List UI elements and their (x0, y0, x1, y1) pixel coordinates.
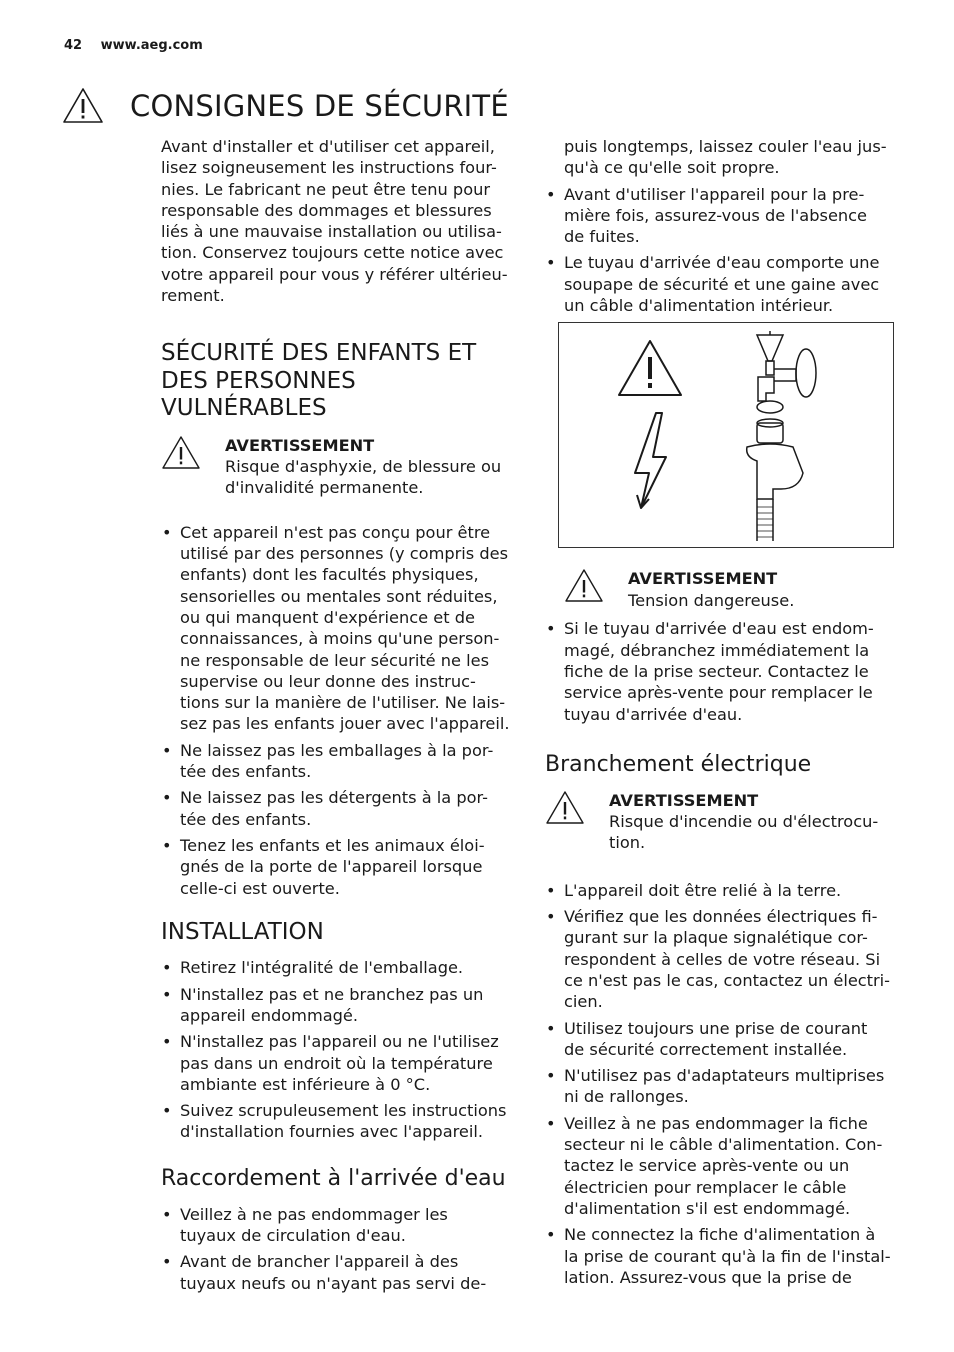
intro-paragraph (161, 136, 516, 306)
list-item (545, 1224, 895, 1288)
intro-line: responsable des dommages et blessures (161, 200, 492, 220)
item-line: • N'installez pas l'appareil ou ne l'utilisez (180, 1032, 499, 1052)
list-item (161, 740, 516, 783)
warning-line: Risque d'asphyxie, de blessure ou (225, 457, 502, 477)
item-line: • Le tuyau d'arrivée d'eau comporte une (564, 253, 880, 273)
item-line: tions sur la manière de l'utiliser. Ne lais- (180, 693, 506, 713)
item-line: d'alimentation s'il est endommagé. (564, 1198, 851, 1218)
heading-line: DES PERSONNES (161, 367, 356, 394)
page-number: 42 (64, 38, 83, 53)
item-line: • Suivez scrupuleusement les instructions (180, 1101, 507, 1121)
item-line: de fuites. (564, 227, 640, 247)
item-line: • Tenez les enfants et les animaux éloi- (180, 835, 485, 855)
item-line: supervise ou leur donne des instruc- (180, 671, 476, 691)
item-line: mière fois, assurez-vous de l'absence (564, 205, 868, 225)
item-line: tuyau d'arrivée d'eau. (564, 704, 743, 724)
warning-title: AVERTISSEMENT (225, 435, 375, 455)
item-line: celle-ci est ouverte. (180, 878, 340, 898)
item-line: de sécurité correctement installée. (564, 1039, 848, 1059)
installation-list (161, 957, 516, 1142)
item-line: un câble d'alimentation intérieur. (564, 296, 834, 316)
item-line: • Ne laissez pas les détergents à la por- (180, 788, 489, 808)
warning-line: Tension dangereuse. (628, 590, 795, 610)
list-item (545, 184, 895, 248)
warning-line: tion. (609, 833, 646, 853)
item-line: • L'appareil doit être relié à la terre. (564, 880, 842, 900)
item-line: secteur ni le câble d'alimentation. Con- (564, 1135, 883, 1155)
item-line: • Ne connectez la fiche d'alimentation à (564, 1225, 876, 1245)
warning-triangle-icon (564, 568, 604, 604)
item-line: la prise de courant qu'à la fin de l'instal- (564, 1246, 891, 1266)
inlet-hose-illustration (559, 323, 893, 547)
item-line: enfants) dont les facultés physiques, (180, 565, 479, 585)
item-line: lation. Assurez-vous que la prise de (564, 1267, 852, 1287)
item-line: sez pas les enfants jouer avec l'appareil. (180, 714, 510, 734)
list-item (161, 1251, 516, 1294)
warning-title: AVERTISSEMENT (628, 569, 778, 589)
children-warning (161, 435, 516, 499)
page-title: CONSIGNES DE SÉCURITÉ (130, 89, 509, 124)
item-line: ou qui manquent d'expérience et de (180, 607, 475, 627)
intro-line: votre appareil pour vous y référer ultérieu- (161, 264, 508, 284)
text-line: qu'à ce qu'elle soit propre. (564, 158, 780, 178)
list-item (545, 252, 895, 316)
item-line: sensorielles ou mentales sont réduites, (180, 586, 498, 606)
intro-line: tion. Conservez toujours cette notice avec (161, 243, 504, 263)
water-connection-list (161, 1204, 516, 1294)
item-line: cien. (564, 992, 603, 1012)
item-line: • Avant de brancher l'appareil à des (180, 1252, 459, 1272)
intro-line: nies. Le fabricant ne peut être tenu pour (161, 179, 491, 199)
item-line: • Si le tuyau d'arrivée d'eau est endom- (564, 619, 874, 639)
damaged-hose-list (545, 618, 895, 724)
item-line: pas dans un endroit où la température (180, 1053, 493, 1073)
item-line: • Vérifiez que les données électriques fi- (564, 907, 878, 927)
children-safety-list (161, 522, 516, 899)
item-line: • Avant d'utiliser l'appareil pour la pre- (564, 184, 865, 204)
page-header (64, 38, 203, 53)
item-line: gurant sur la plaque signalétique cor- (564, 928, 868, 948)
item-line: tuyaux de circulation d'eau. (180, 1225, 406, 1245)
main-title-block (62, 70, 509, 143)
list-item (545, 618, 895, 724)
list-item (545, 880, 895, 901)
list-item (161, 835, 516, 899)
list-item (161, 787, 516, 830)
water-tap-icon (757, 331, 816, 413)
electrical-list (545, 880, 895, 1288)
item-line: utilisé par des personnes (y compris des (180, 544, 509, 564)
item-line: • Ne laissez pas les emballages à la por- (180, 740, 494, 760)
list-item (161, 522, 516, 735)
item-line: service après-vente pour remplacer le (564, 683, 873, 703)
item-line: tuyaux neufs ou n'ayant pas servi de- (180, 1273, 487, 1293)
list-item (545, 1113, 895, 1219)
item-line: connaissances, à moins qu'une person- (180, 629, 500, 649)
item-line: fiche de la prise secteur. Contactez le (564, 661, 869, 681)
item-line: • Retirez l'intégralité de l'emballage. (180, 958, 464, 978)
list-item (545, 1065, 895, 1108)
item-line: tée des enfants. (180, 809, 312, 829)
list-item (545, 906, 895, 1012)
item-line: magé, débranchez immédiatement la (564, 640, 870, 660)
item-line: ce n'est pas le cas, contactez un électri- (564, 970, 891, 990)
item-line: • Utilisez toujours une prise de courant (564, 1018, 868, 1038)
item-line: • N'installez pas et ne branchez pas un (180, 984, 484, 1004)
list-item (161, 1031, 516, 1095)
warning-line: Risque d'incendie ou d'électrocu- (609, 812, 879, 832)
list-item (161, 1100, 516, 1143)
electrical-warning (545, 790, 895, 854)
warning-triangle-icon (619, 341, 681, 395)
item-line: ni de rallonges. (564, 1087, 689, 1107)
water-list-continued (545, 184, 895, 317)
list-item (161, 1204, 516, 1247)
item-line: appareil endommagé. (180, 1005, 359, 1025)
warning-triangle-icon (62, 87, 104, 125)
item-line: ambiante est inférieure à 0 °C. (180, 1074, 431, 1094)
list-item (161, 957, 516, 978)
intro-line: liés à une mauvaise installation ou utilisa- (161, 222, 502, 242)
children-safety-heading (161, 340, 516, 423)
item-line: tée des enfants. (180, 762, 312, 782)
lightning-bolt-icon (635, 413, 666, 508)
item-line: tactez le service après-vente ou un (564, 1156, 850, 1176)
item-line: ne responsable de leur sécurité ne les (180, 650, 490, 670)
installation-heading: INSTALLATION (161, 918, 324, 945)
list-item (545, 1018, 895, 1061)
item-line: • Veillez à ne pas endommager les (180, 1204, 448, 1224)
item-line: soupape de sécurité et une gaine avec (564, 274, 880, 294)
warning-title: AVERTISSEMENT (609, 790, 759, 810)
warning-triangle-icon (545, 790, 585, 826)
electrical-connection-heading: Branchement électrique (545, 751, 812, 777)
item-line: électricien pour remplacer le câble (564, 1177, 847, 1197)
item-line: gnés de la porte de l'appareil lorsque (180, 857, 483, 877)
continuation-paragraph (545, 136, 895, 179)
item-line: respondent à celles de votre réseau. Si (564, 949, 881, 969)
inlet-hose-figure (558, 322, 894, 548)
water-connection-heading: Raccordement à l'arrivée d'eau (161, 1165, 506, 1191)
heading-line: VULNÉRABLES (161, 395, 327, 422)
list-item (161, 984, 516, 1027)
item-line: • Veillez à ne pas endommager la fiche (564, 1113, 868, 1133)
heading-line: SÉCURITÉ DES ENFANTS ET (161, 340, 477, 367)
site-url: www.aeg.com (100, 38, 203, 53)
text-line: puis longtemps, laissez couler l'eau jus- (564, 137, 887, 156)
inlet-hose-icon (747, 419, 803, 541)
intro-line: rement. (161, 286, 225, 306)
warning-triangle-icon (161, 435, 201, 471)
item-line: • N'utilisez pas d'adaptateurs multiprises (564, 1066, 885, 1086)
item-line: • Cet appareil n'est pas conçu pour être (180, 522, 491, 542)
voltage-warning (564, 568, 895, 612)
warning-line: d'invalidité permanente. (225, 478, 424, 498)
item-line: d'installation fournies avec l'appareil. (180, 1122, 484, 1142)
intro-line: lisez soigneusement les instructions four- (161, 158, 497, 178)
right-column (545, 136, 895, 1293)
intro-line: Avant d'installer et d'utiliser cet appareil, (161, 137, 495, 156)
left-column (161, 136, 516, 1299)
